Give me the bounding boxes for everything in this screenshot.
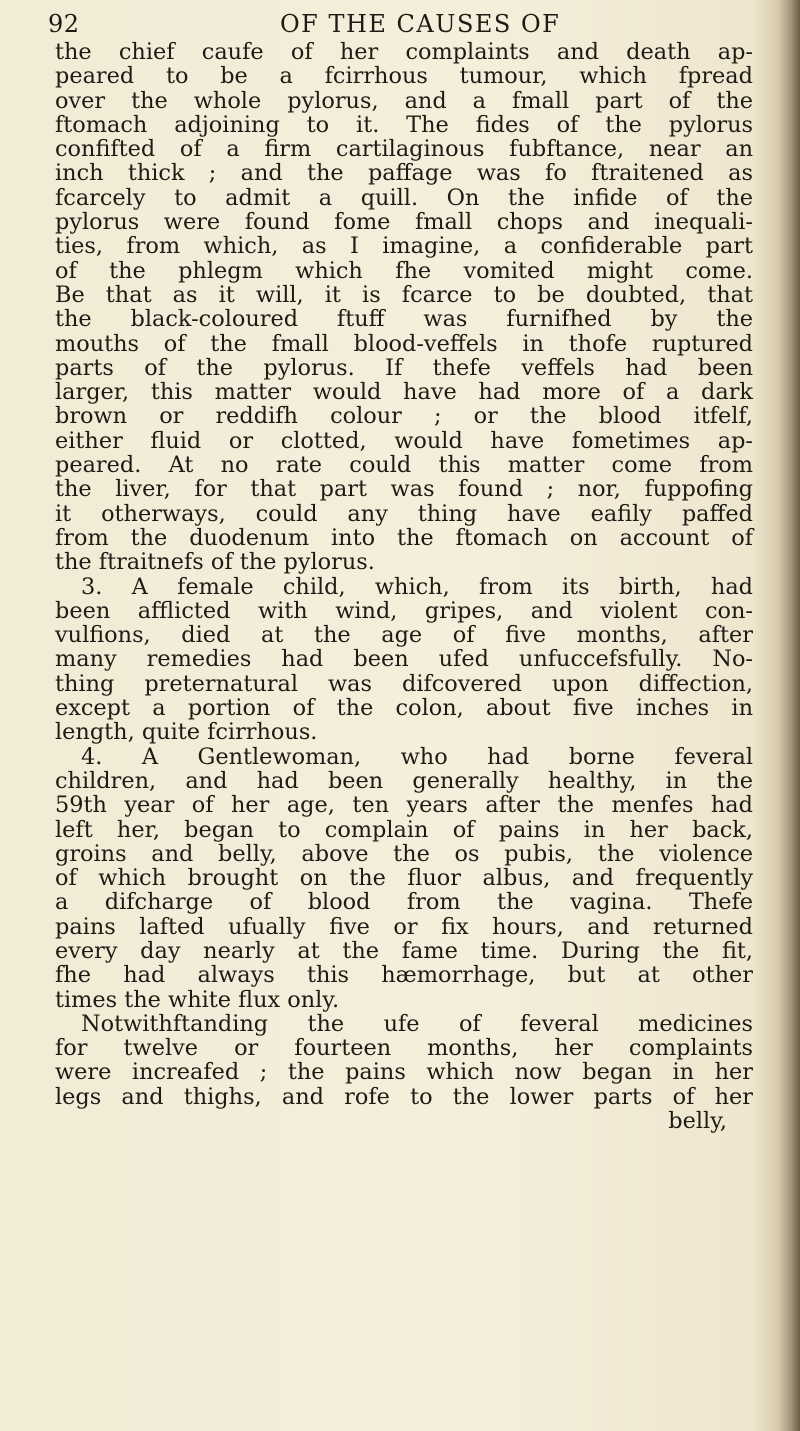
text-line: ftomach adjoining to it. The fides of the pylorus [55, 111, 753, 138]
running-head: OF THE CAUSES OF [280, 10, 561, 38]
body-text [55, 40, 753, 1133]
text-line: 3. A female child, which, from its birth, had [81, 573, 753, 600]
text-line: a difcharge of blood from the vagina. Thefe [55, 889, 753, 916]
text-line: ties, from which, as I imagine, a confiderable part [55, 233, 753, 260]
page-header [48, 8, 748, 42]
text-line: parts of the pylorus. If thefe veffels had been [55, 354, 753, 381]
text-line: over the whole pylorus, and a fmall part of the [55, 87, 753, 114]
text-line: pylorus were found fome fmall chops and inequali- [55, 209, 753, 236]
text-line: thing preternatural was difcovered upon diffection, [55, 670, 753, 697]
text-line: children, and had been generally healthy, in the [55, 767, 753, 794]
text-line: from the duodenum into the ftomach on account of [55, 524, 753, 551]
text-line: were increafed ; the pains which now began in her [55, 1059, 753, 1086]
text-line: belly, [668, 1108, 727, 1135]
text-line: pains lafted ufually five or fix hours, and returned [55, 913, 753, 940]
text-line: it otherways, could any thing have eafily paffed [55, 500, 753, 527]
text-line: times the white flux only. [55, 986, 340, 1013]
text-line: the ftraitnefs of the pylorus. [55, 549, 375, 576]
text-line: 4. A Gentlewoman, who had borne feveral [81, 743, 753, 770]
text-line: left her, began to complain of pains in her back, [55, 816, 753, 843]
text-line: many remedies had been ufed unfuccefsfully. No- [55, 646, 753, 673]
text-line: the chief caufe of her complaints and death ap- [55, 39, 753, 65]
text-line: fcarcely to admit a quill. On the infide of the [55, 184, 753, 211]
text-line: except a portion of the colon, about five inches in [55, 695, 753, 722]
text-line: Be that as it will, it is fcarce to be doubted, that [55, 281, 753, 308]
text-line: legs and thighs, and rofe to the lower parts of her [55, 1083, 753, 1110]
text-line: the black-coloured ftuff was furnifhed by the [55, 306, 753, 333]
text-line: peared to be a fcirrhous tumour, which fpread [55, 63, 753, 90]
text-line: been afflicted with wind, gripes, and violent con- [55, 597, 753, 624]
text-line: 59th year of her age, ten years after the menfes had [55, 792, 753, 819]
text-line: for twelve or fourteen months, her complaints [55, 1035, 753, 1062]
text-line: of which brought on the fluor albus, and frequently [55, 865, 753, 892]
text-line: peared. At no rate could this matter come from [55, 452, 753, 479]
text-line: fhe had always this hæmorrhage, but at other [55, 962, 753, 989]
text-line: Notwithftanding the ufe of feveral medicines [81, 1010, 753, 1037]
text-line: brown or reddifh colour ; or the blood itfelf, [55, 403, 753, 430]
text-line: of the phlegm which fhe vomited might come. [55, 257, 753, 284]
text-line: groins and belly, above the os pubis, the violence [55, 840, 753, 867]
text-line: the liver, for that part was found ; nor, fuppofing [55, 476, 753, 503]
text-line: mouths of the fmall blood-veffels in thofe ruptured [55, 330, 753, 357]
page-number: 92 [48, 10, 80, 38]
text-line: either fluid or clotted, would have fometimes ap- [55, 427, 753, 454]
text-line: confifted of a firm cartilaginous fubftance, near an [55, 136, 753, 163]
page-edge-shadow [778, 0, 800, 1431]
text-line: larger, this matter would have had more of a dark [55, 379, 753, 406]
text-line: inch thick ; and the paffage was fo ftraitened as [55, 160, 753, 187]
text-line: length, quite fcirrhous. [55, 719, 318, 746]
text-line: every day nearly at the fame time. During the fit, [55, 937, 753, 964]
text-line: vulfions, died at the age of five months, after [55, 622, 753, 649]
